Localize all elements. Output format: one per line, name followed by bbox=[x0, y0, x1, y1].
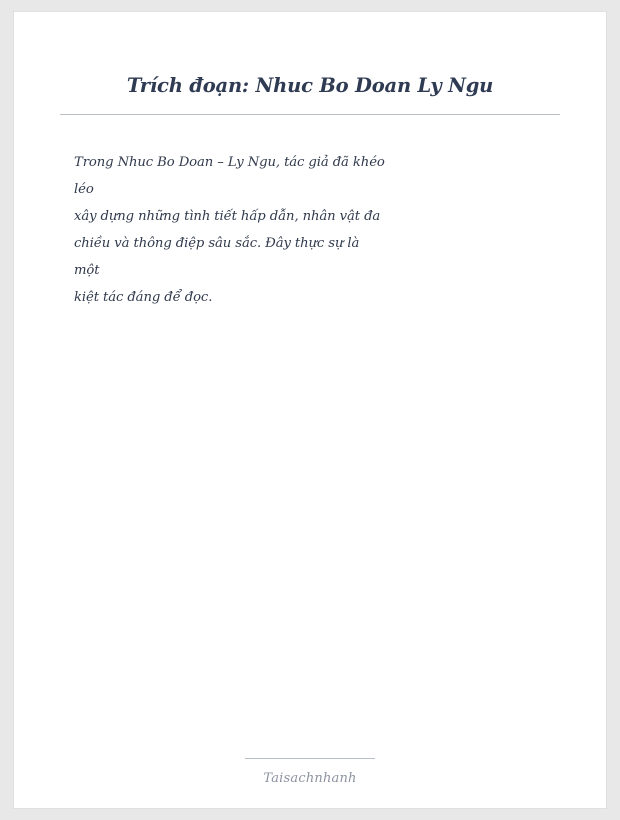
body-line: kiệt tác đáng để đọc. bbox=[74, 290, 213, 305]
body-line: Trong Nhuc Bo Doan – Ly Ngu, tác giả đã khéo bbox=[74, 155, 385, 170]
body-line: xây dựng những tình tiết hấp dẫn, nhân vật đa bbox=[74, 209, 381, 224]
document-footer bbox=[14, 758, 606, 786]
document-page bbox=[14, 12, 606, 808]
body-line: một bbox=[74, 263, 100, 278]
body-line: léo bbox=[74, 182, 94, 197]
document-content bbox=[14, 12, 606, 808]
footer-label: Taisachnhanh bbox=[263, 771, 357, 786]
body-line: chiều và thông điệp sâu sắc. Đây thực sự là bbox=[74, 236, 360, 251]
document-body bbox=[60, 149, 560, 311]
footer-divider bbox=[245, 758, 375, 759]
title-divider bbox=[60, 114, 560, 115]
page-title: Trích đoạn: Nhuc Bo Doan Ly Ngu bbox=[126, 74, 494, 97]
